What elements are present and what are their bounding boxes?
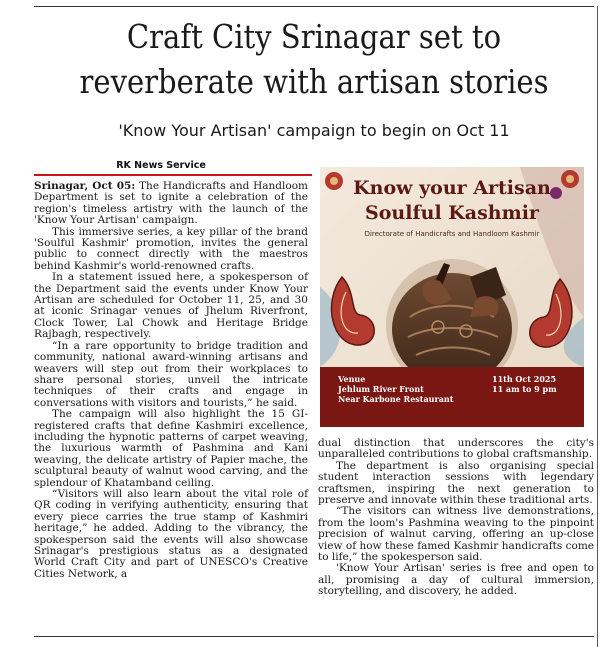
poster-venue-line-2: Near Karbone Restaurant <box>338 394 454 404</box>
top-rule <box>34 6 594 7</box>
headline-line-1: Craft City Srinagar set to <box>126 17 502 56</box>
campaign-poster-image <box>320 167 584 427</box>
paragraph: The campaign will also highlight the 15 GI-registered crafts that define Kashmiri excellence, including the hypnotic patterns of carpet weaving, the luxurious warmth of Pashmina and Kani weaving, the delicate artistry of Papier mache, the sculptural beauty of walnut wood carving, and the splendour of Khatamband ceiling. <box>34 408 308 489</box>
poster-title-line-2: Soulful Kashmir <box>365 202 539 224</box>
paragraph <box>34 181 308 227</box>
article-column-2 <box>318 438 594 598</box>
poster-time: 11 am to 9 pm <box>492 384 557 394</box>
poster-date-time <box>492 374 557 394</box>
poster-venue <box>338 374 453 404</box>
paragraph: This immersive series, a key pillar of the brand 'Soulful Kashmir' promotion, invites the general public to connect directly with the maestros behind Kashmir's world-renowned crafts. <box>34 225 308 272</box>
poster-directorate: Directorate of Handicrafts and Handloom Kashmir <box>364 230 540 238</box>
bottom-rule <box>34 636 594 637</box>
poster-date: 11th Oct 2025 <box>492 374 557 384</box>
byline-rule <box>34 174 312 176</box>
paragraph: “In a rare opportunity to bridge tradition and community, national award-winning artisans and weavers will step out from their workplaces to share personal stories, unveil the intricate techniques of their crafts and engage in conversations with visitors and tourists,” he said. <box>34 339 308 409</box>
poster-venue-label: Venue <box>338 374 366 384</box>
paragraph: “The visitors can witness live demonstrations, from the loom's Pashmina weaving to the pinpoint precision of walnut carving, offering an up-close view of how these famed Kashmir handicrafts come to life,” the spokesperson said. <box>318 505 594 564</box>
byline: RK News Service <box>116 160 206 171</box>
column-divider-rule <box>597 6 598 647</box>
poster-title-line-1: Know your Artisan <box>353 177 551 199</box>
paragraph: The department is also organising special student interaction sessions with legendary craftsmen, inspiring the next generation to preserve and innovate within these traditional arts. <box>318 459 594 507</box>
paragraph: 'Know Your Artisan' series is free and open to all, promising a day of cultural immersion, storytelling, and discovery, he added. <box>318 562 594 598</box>
subheadline: 'Know Your Artisan' campaign to begin on Oct 11 <box>118 121 510 140</box>
paragraph-text: The Handicrafts and Handloom Department is set to ignite a celebration of the region's timeless artistry with the launch of the 'Know Your Artisan' campaign. <box>34 180 308 227</box>
dateline: Srinagar, Oct 05: <box>34 180 136 192</box>
paragraph: dual distinction that underscores the city's unparalleled contributions to global craftsmanship. <box>318 437 594 461</box>
poster-venue-line-1: Jehlum River Front <box>338 384 424 394</box>
article-column-1 <box>34 181 308 580</box>
headline <box>68 14 561 104</box>
paragraph: “Visitors will also learn about the vital role of QR coding in verifying authenticity, ensuring that every piece carries the true stamp of Kashmiri heritage,” he added. Adding to the vibrancy, the spokesperson said the events will also showcase Srinagar's prestigious status as a designated World Craft City and part of UNESCO's Creative Cities Network, a <box>34 487 308 580</box>
headline-line-2: reverberate with artisan stories <box>79 62 549 101</box>
paragraph: In a statement issued here, a spokesperson of the Department said the events under Know Your Artisan are scheduled for October 11, 25, and 30 at iconic Srinagar venues of Jhelum Riverfront, Clock Tower, Lal Chowk and Heritage Bridge Rajbagh, respectively. <box>34 271 308 341</box>
